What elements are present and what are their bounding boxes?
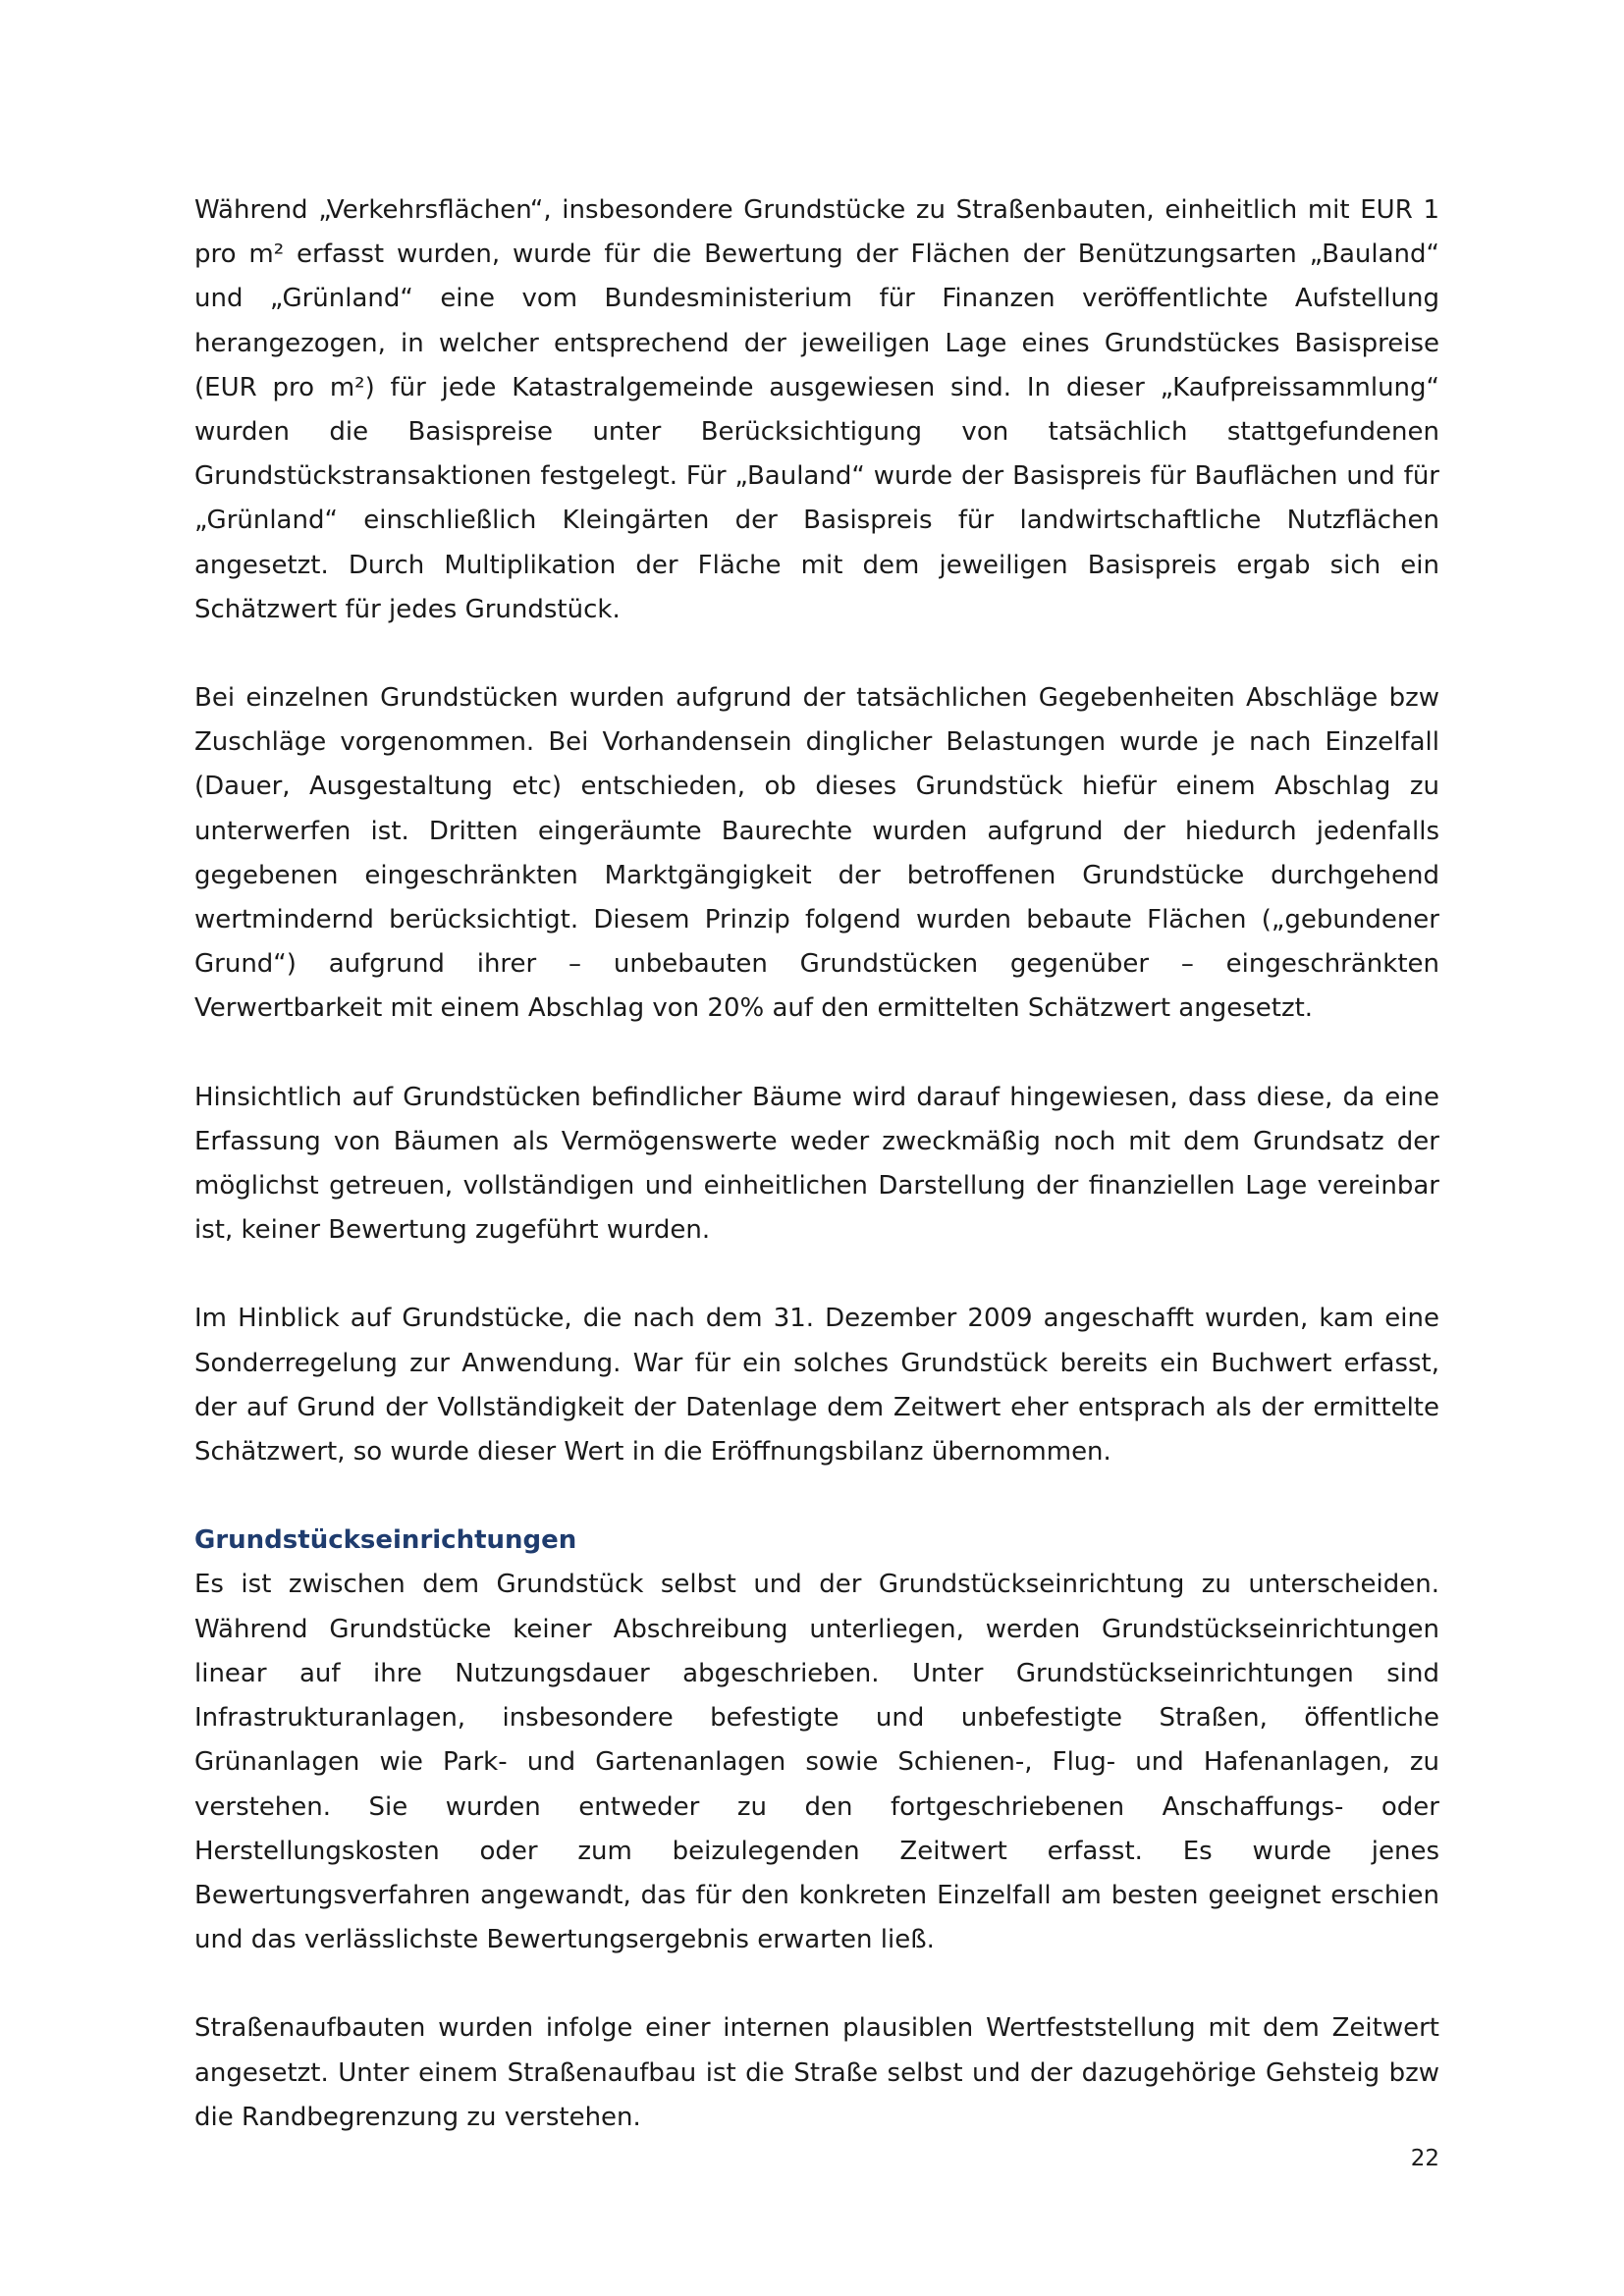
section-heading: Grundstückseinrichtungen [194, 1525, 577, 1556]
paragraph-verkehrsflaechen: Während „Verkehrsflächen“, insbesondere Grundstücke zu Straßenbauten, einheitlich mit EUR 1 pro m² erfasst wurden, wurde für die Bewertung der Flächen der Benützungsarten „Bauland“ und „Grünland“ eine vom Bundesministerium für Finanzen veröffentlichte Aufstellung herangezogen, in welcher entsprechend der jeweiligen Lage eines Grundstückes Basispreise (EUR pro m²) für jede Katastralgemeinde ausgewiesen sind. In dieser „Kaufpreissammlung“ wurden die Basispreise unter Berücksichtigung von tatsächlich stattgefundenen Grundstückstransaktionen festgelegt. Für „Bauland“ wurde der Basispreis für Bauflächen und für „Grünland“ einschließlich Kleingärten der Basispreis für landwirtschaftliche Nutzflächen angesetzt. Durch Multiplikation der Fläche mit dem jeweiligen Basispreis ergab sich ein Schätzwert für jedes Grundstück. [194, 195, 1439, 624]
paragraph-abschlaege: Bei einzelnen Grundstücken wurden aufgrund der tatsächlichen Gegebenheiten Abschläge bzw Zuschläge vorgenommen. Bei Vorhandensein dinglicher Belastungen wurde je nach Einzelfall (Dauer, Ausgestaltung etc) entschieden, ob dieses Grundstück hiefür einem Abschlag zu unterwerfen ist. Dritten eingeräumte Baurechte wurden aufgrund der hiedurch jedenfalls gegebenen eingeschränkten Marktgängigkeit der betroffenen Grundstücke durchgehend wertmindernd berücksichtigt. Diesem Prinzip folgend wurden bebaute Flächen („gebundener Grund“) aufgrund ihrer – unbebauten Grundstücken gegenüber – eingeschränkten Verwertbarkeit mit einem Abschlag von 20% auf den ermittelten Schätzwert angesetzt. [194, 683, 1439, 1024]
paragraph-baeume: Hinsichtlich auf Grundstücken befindlicher Bäume wird darauf hingewiesen, dass diese, da eine Erfassung von Bäumen als Vermögenswerte weder zweckmäßig noch mit dem Grundsatz der möglichst getreuen, vollständigen und einheitlichen Darstellung der finanziellen Lage vereinbar ist, keiner Bewertung zugeführt wurden. [194, 1082, 1439, 1246]
paragraph-strassenaufbauten: Straßenaufbauten wurden infolge einer internen plausiblen Wertfeststellung mit dem Zeitwert angesetzt. Unter einem Straßenaufbau ist die Straße selbst und der dazugehörige Gehsteig bzw die Randbegrenzung zu verstehen. [194, 2013, 1439, 2132]
section-grundstueckseinrichtungen [194, 1519, 1439, 2140]
paragraph-einrichtungen: Es ist zwischen dem Grundstück selbst und der Grundstückseinrichtung zu unterscheiden. Während Grundstücke keiner Abschreibung unterliegen, werden Grundstückseinrichtungen linear auf ihre Nutzungsdauer abgeschrieben. Unter Grundstückseinrichtungen sind Infrastrukturanlagen, insbesondere befestigte und unbefestigte Straßen, öffentliche Grünanlagen wie Park- und Gartenanlagen sowie Schienen-, Flug- und Hafenanlagen, zu verstehen. Sie wurden entweder zu den fortgeschriebenen Anschaffungs- oder Herstellungskosten oder zum beizulegenden Zeitwert erfasst. Es wurde jenes Bewertungsverfahren angewandt, das für den konkreten Einzelfall am besten geeignet erschien und das verlässlichste Bewertungsergebnis erwarten ließ. [194, 1570, 1439, 1955]
paragraph-sonderregelung: Im Hinblick auf Grundstücke, die nach dem 31. Dezember 2009 angeschafft wurden, kam eine Sonderregelung zur Anwendung. War für ein solches Grundstück bereits ein Buchwert erfasst, der auf Grund der Vollständigkeit der Datenlage dem Zeitwert eher entsprach als der ermittelte Schätzwert, so wurde dieser Wert in die Eröffnungsbilanz übernommen. [194, 1304, 1439, 1468]
document-page [194, 188, 1439, 2140]
page-number: 22 [1410, 2146, 1439, 2171]
